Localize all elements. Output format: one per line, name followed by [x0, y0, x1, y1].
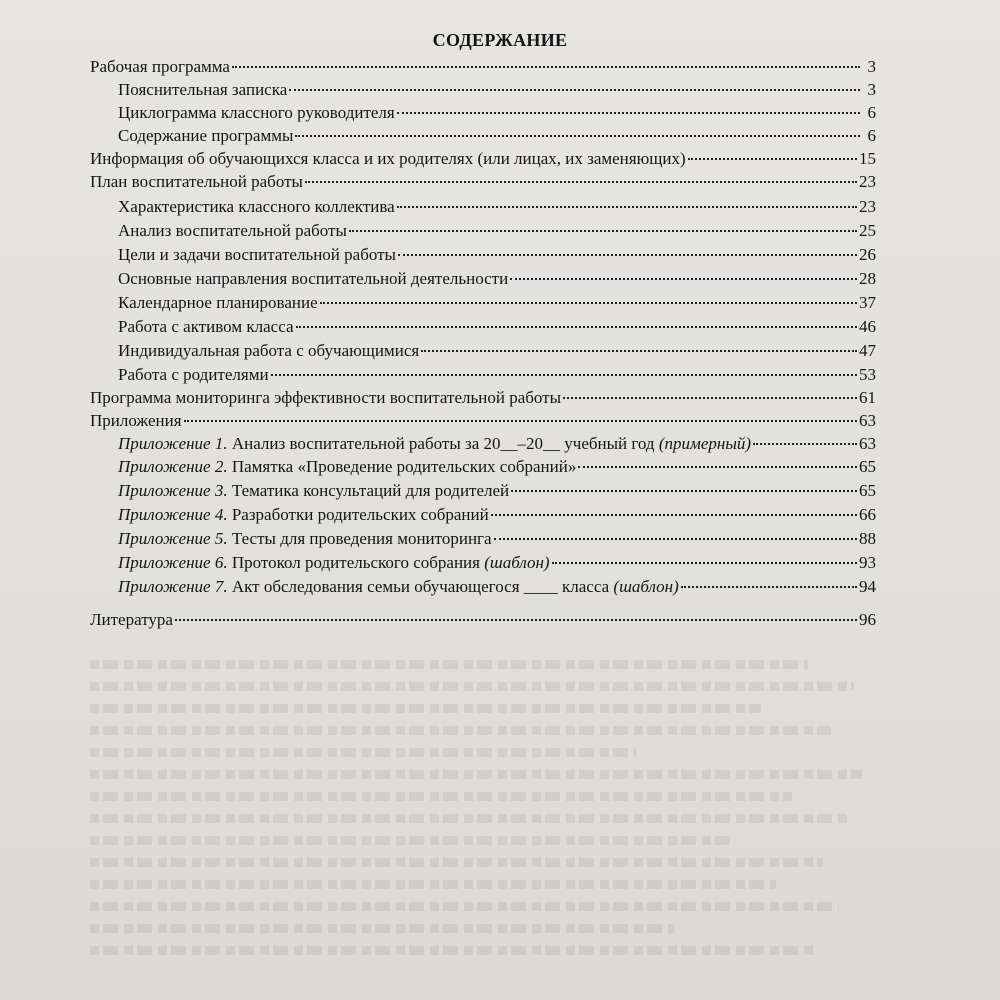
dot-leader	[397, 206, 857, 208]
toc-entry-label: Приложения	[90, 411, 182, 430]
appendix-prefix: Приложение 6.	[118, 553, 228, 572]
dot-leader	[511, 490, 857, 492]
toc-page-number: 47	[859, 341, 876, 360]
dot-leader	[320, 302, 857, 304]
toc-page-number: 63	[859, 411, 876, 430]
dot-leader	[494, 538, 857, 540]
toc-entry-goals	[118, 244, 876, 266]
toc-page-number: 28	[859, 269, 876, 288]
appendix-prefix: Приложение 1.	[118, 434, 228, 453]
toc-entry-appendix-2	[118, 456, 876, 478]
dot-leader	[563, 397, 857, 399]
dot-leader	[232, 66, 860, 68]
toc-entry-appendix-4	[118, 504, 876, 526]
toc-page-number: 53	[859, 365, 876, 384]
dot-leader	[271, 374, 857, 376]
toc-entry-cyclogram	[118, 102, 876, 124]
dot-leader	[753, 443, 857, 445]
toc-entry-parents-work	[118, 364, 876, 386]
appendix-prefix: Приложение 3.	[118, 481, 228, 500]
dot-leader	[296, 326, 858, 328]
dot-leader	[688, 158, 857, 160]
toc-page-number: 88	[859, 529, 876, 548]
appendix-prefix: Приложение 7.	[118, 577, 228, 596]
toc-page-number: 15	[859, 149, 876, 168]
toc-entry-label: Индивидуальная работа с обучающимися	[118, 341, 420, 360]
toc-entry-class-characteristics	[118, 196, 876, 218]
toc-page-number: 61	[859, 388, 876, 407]
toc-entry-appendix-3	[118, 480, 876, 502]
appendix-prefix: Приложение 4.	[118, 505, 228, 524]
toc-entry-label: Приложение 6. Протокол родительского собрания (шаблон)	[118, 553, 550, 572]
dot-leader	[491, 514, 857, 516]
toc-page-number: 6	[867, 126, 876, 145]
toc-page-number: 66	[859, 505, 876, 524]
toc-entry-appendix-5	[118, 528, 876, 550]
dot-leader	[184, 420, 857, 422]
toc-entry-label: Работа с родителями	[118, 365, 269, 384]
toc-entry-label: Календарное планирование	[118, 293, 318, 312]
toc-entry-appendix-1	[118, 433, 876, 455]
appendix-prefix: Приложение 5.	[118, 529, 228, 548]
toc-page-number: 6	[867, 103, 876, 122]
dot-leader	[398, 254, 857, 256]
toc-page-number: 3	[867, 57, 876, 76]
toc-entry-literature	[90, 609, 876, 631]
toc-entry-appendix-7	[118, 576, 876, 598]
toc-page-number: 25	[859, 221, 876, 240]
toc-page-number: 23	[859, 197, 876, 216]
toc-entry-label: Литература	[90, 610, 173, 629]
toc-page-number: 37	[859, 293, 876, 312]
dot-leader	[510, 278, 857, 280]
toc-page-number: 65	[859, 457, 876, 476]
toc-page-number: 26	[859, 245, 876, 264]
toc-entry-label: Приложение 7. Акт обследования семьи обучающегося ____ класса (шаблон)	[118, 577, 679, 596]
toc-entry-education-plan	[90, 171, 876, 193]
toc-entry-label: Основные направления воспитательной деятельности	[118, 269, 509, 288]
dot-leader	[175, 619, 857, 621]
dot-leader	[552, 562, 857, 564]
dot-leader	[289, 89, 860, 91]
toc-entry-appendix-6	[118, 552, 876, 574]
page-title: СОДЕРЖАНИЕ	[432, 30, 568, 50]
dot-leader	[305, 181, 857, 183]
toc-entry-label: Приложение 4. Разработки родительских собраний	[118, 505, 489, 524]
toc-entry-main-directions	[118, 268, 876, 290]
dot-leader	[578, 466, 857, 468]
dot-leader	[421, 350, 857, 352]
toc-entry-label: Приложение 1. Анализ воспитательной работы за 20__–20__ учебный год (примерный)	[118, 434, 752, 453]
toc-entry-work-analysis	[118, 220, 876, 242]
toc-entry-monitoring-program	[90, 387, 876, 409]
toc-page-number: 46	[859, 317, 876, 336]
toc-entry-label: Цели и задачи воспитательной работы	[118, 245, 396, 264]
toc-entry-label: Работа с активом класса	[118, 317, 294, 336]
toc-entry-label: Приложение 3. Тематика консультаций для родителей	[118, 481, 510, 500]
dot-leader	[295, 135, 860, 137]
dot-leader	[681, 586, 857, 588]
toc-entry-label: Информация об обучающихся класса и их родителях (или лицах, их заменяющих)	[90, 149, 686, 168]
toc-entry-label: Анализ воспитательной работы	[118, 221, 347, 240]
toc-page-number: 3	[867, 80, 876, 99]
toc-page-number: 23	[859, 172, 876, 191]
toc-entry-label: Программа мониторинга эффективности воспитательной работы	[90, 388, 562, 407]
toc-entry-label: Пояснительная записка	[118, 80, 288, 99]
toc-entry-explanatory-note	[118, 79, 876, 101]
toc-entry-student-info	[90, 148, 876, 170]
toc-page-number: 96	[859, 610, 876, 629]
toc-entry-calendar-planning	[118, 292, 876, 314]
toc-entry-program-content	[118, 125, 876, 147]
toc-page-number: 93	[859, 553, 876, 572]
toc-entry-label: Приложение 5. Тесты для проведения мониторинга	[118, 529, 492, 548]
appendix-prefix: Приложение 2.	[118, 457, 228, 476]
toc-entry-individual-work	[118, 340, 876, 362]
toc-entry-class-activists	[118, 316, 876, 338]
toc-entry-label: План воспитательной работы	[90, 172, 303, 191]
toc-entry-appendices	[90, 410, 876, 432]
toc-entry-label: Содержание программы	[118, 126, 294, 145]
toc-page-number: 63	[859, 434, 876, 453]
toc-entry-label: Характеристика классного коллектива	[118, 197, 395, 216]
toc-entry-label: Циклограмма классного руководителя	[118, 103, 395, 122]
toc-entry-label: Приложение 2. Памятка «Проведение родительских собраний»	[118, 457, 577, 476]
toc-entry-work-program	[90, 56, 876, 78]
toc-entry-label: Рабочая программа	[90, 57, 230, 76]
dot-leader	[397, 112, 860, 114]
toc-page-number: 65	[859, 481, 876, 500]
toc-page-number: 94	[859, 577, 876, 596]
dot-leader	[349, 230, 857, 232]
